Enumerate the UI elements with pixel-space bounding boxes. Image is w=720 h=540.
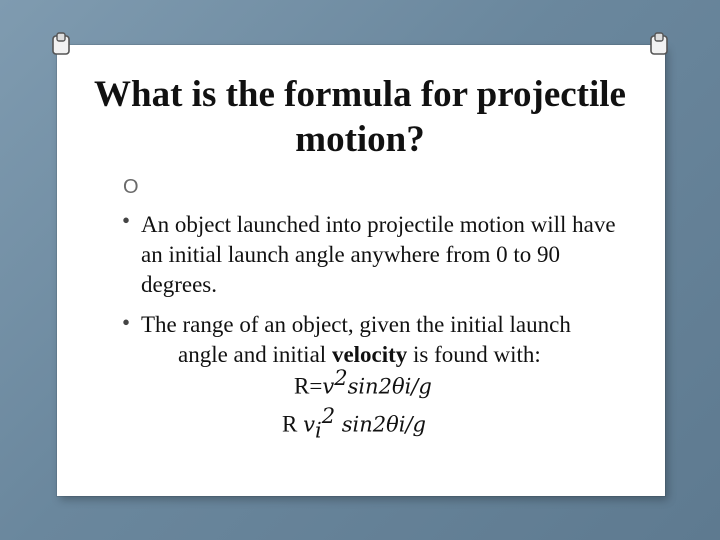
bullet-text-1: An object launched into projectile motion will have an initial launch angle anywhere from 0 to 90 degrees.	[141, 212, 616, 297]
formula-1-exp: 2	[334, 366, 348, 390]
bullet-text-2	[141, 310, 621, 370]
formula-1-rhs: sin2θi/g	[347, 374, 432, 399]
velocity-bold: velocity	[331, 342, 408, 367]
formula-1-lhs: R=	[294, 373, 323, 399]
bullet-2-line-1: The range of an object, given the initial launch	[141, 312, 571, 337]
bullet-2-text-after: is found with:	[407, 342, 541, 367]
binder-clip-right-icon	[648, 32, 670, 58]
placeholder-marker: O	[123, 176, 139, 198]
binder-clip-left-icon	[50, 32, 72, 58]
formula-2-v: v	[303, 412, 315, 437]
formula-1-v: v	[322, 374, 335, 399]
formula-2-lhs: R	[282, 411, 304, 437]
bullet-dot: •	[122, 208, 131, 233]
formula-2-rhs: sin2θi/g	[335, 412, 426, 437]
formula-2-exp: 2	[321, 404, 336, 428]
bullet-dot: •	[122, 310, 131, 335]
slide-title: What is the formula for projectile motion?	[94, 74, 626, 160]
range-formula-2	[282, 404, 426, 442]
range-formula-1	[294, 366, 432, 400]
bullet-2-text-before: angle and initial	[178, 342, 332, 367]
formula-2-sub: i	[314, 418, 322, 443]
